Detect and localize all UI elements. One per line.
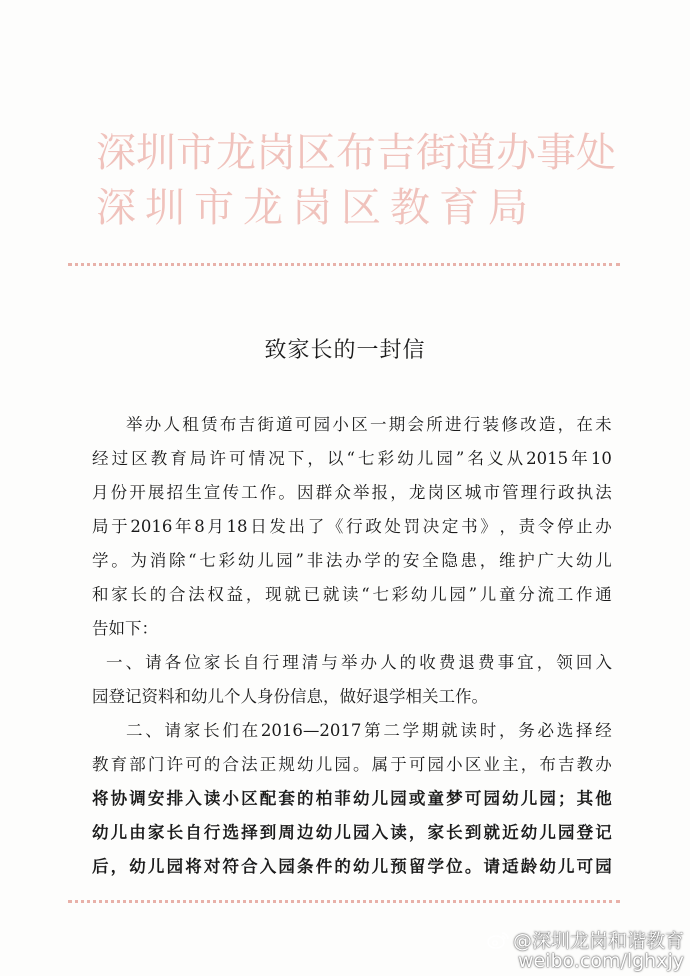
watermark-handle-text: @深圳龙岗和谐教育 [512,930,684,952]
body-line: 月 份 开 展 招 生 宣 传 工 作 。 因 群 众 举 报 ， 龙 岗 区 城 市 管 理 行 政 执 法 [92,483,612,502]
body-line: 经 过 区 教 育 局 许 可 情 况 下 ， 以 “ 七 彩 幼 儿 园 ” 名 义 从 2015 年 10 [92,449,612,468]
body-line: 教 育 部 门 许 可 的 合 法 正 规 幼 儿 园 。 属 于 可 园 小 区 业 主 ， 布 吉 教 办 [92,755,612,774]
body-line: 一 、 请 各 位 家 长 自 行 理 清 与 举 办 人 的 收 费 退 费 事 宜 ， 领 回 入 [106,653,612,672]
body-line: 园登记资料和幼儿个人身份信息，做好退学相关工作。 [92,687,488,706]
body-line: 学 。 为 消 除 “ 七 彩 幼 儿 园 ” 非 法 办 学 的 安 全 隐 患 ， 维 护 广 大 幼 儿 [92,551,612,570]
watermark-handle [487,926,684,953]
body-line: 幼 儿 由 家 长 自 行 选 择 到 周 边 幼 儿 园 入 读 ， 家 长 到 就 近 幼 儿 园 登 记 [92,823,612,842]
body-line: 后 ， 幼 儿 园 将 对 符 合 入 园 条 件 的 幼 儿 预 留 学 位 。 请 适 龄 幼 儿 可 园 [92,857,612,876]
body-line: 告如下： [92,619,158,638]
issuer-line-2: 深圳市龙岗区教育局 [96,185,537,231]
issuer-line-1: 深圳市龙岗区布吉街道办事处 [96,130,616,176]
body-line: 举 办 人 租 赁 布 吉 街 道 可 园 小 区 一 期 会 所 进 行 装 修 改 造 ， 在 未 [126,415,612,434]
weibo-icon [487,931,509,949]
watermark-url: weibo.com/lghxjy [517,950,684,972]
body-line: 局 于 2016 年 8 月 18 日 发 出 了 《 行 政 处 罚 决 定 书 》 ， 责 令 停 止 办 [92,517,612,536]
footer-divider [68,900,620,903]
body-line: 将 协 调 安 排 入 读 小 区 配 套 的 柏 菲 幼 儿 园 或 童 梦 可 园 幼 儿 园 ； 其 他 [92,789,612,808]
body-line: 和 家 长 的 合 法 权 益 ， 现 就 已 就 读 “ 七 彩 幼 儿 园 ” 儿 童 分 流 工 作 通 [92,585,612,604]
letter-body [92,408,612,884]
letter-title: 致家长的一封信 [264,338,426,363]
body-line: 二 、 请 家 长 们 在 2016—2017 第 二 学 期 就 读 时 ， 务 必 选 择 经 [126,721,612,740]
header-divider [68,263,620,266]
